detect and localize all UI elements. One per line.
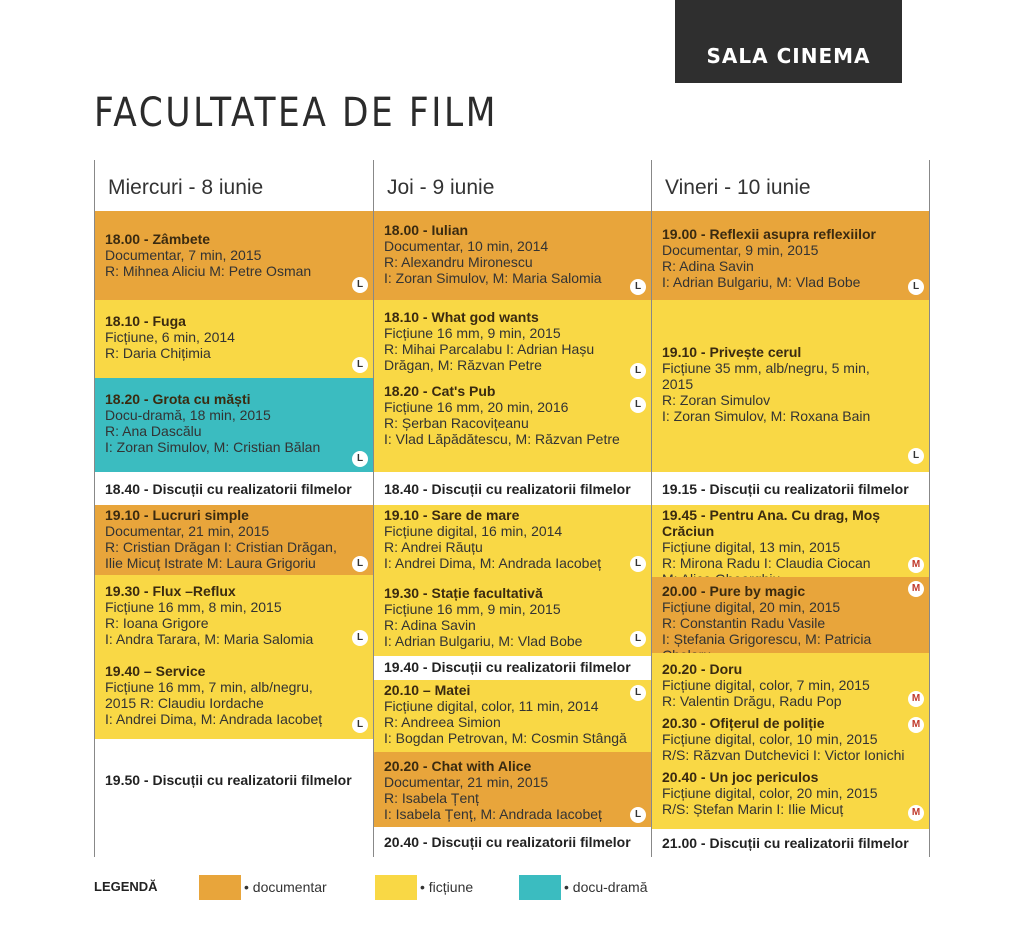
film-title: 19.30 - Flux –Reflux xyxy=(105,583,236,599)
film-block xyxy=(652,505,929,577)
film-info: Ficțiune digital, 20 min, 2015 xyxy=(662,599,841,615)
film-info: Ficțiune digital, color, 20 min, 2015 xyxy=(662,785,878,801)
film-block xyxy=(652,211,929,300)
film-info: Documentar, 10 min, 2014 xyxy=(384,238,549,254)
film-block xyxy=(652,300,929,472)
film-credits: I: Ștefania Grigorescu, M: Patricia xyxy=(662,631,872,647)
film-credits: I: Isabela Țenț, M: Andrada Iacobeț xyxy=(384,806,602,822)
rating-badge: L xyxy=(630,397,646,413)
film-credits: I: Zoran Simulov, M: Roxana Bain xyxy=(662,408,871,424)
film-title: 19.10 - Sare de mare xyxy=(384,507,520,523)
film-credits: I: Andrei Dima, M: Andrada Iacobeț xyxy=(384,555,602,571)
film-info: Ficțiune 16 mm, 9 min, 2015 xyxy=(384,601,561,617)
film-credits: Drăgan, M: Răzvan Petre xyxy=(384,357,542,373)
film-block xyxy=(652,653,929,829)
film-credits: I: Bogdan Petrovan, M: Cosmin Stângă xyxy=(384,730,627,746)
legend-text-fictiune: • ficțiune xyxy=(420,879,474,895)
rating-badge: L xyxy=(352,630,368,646)
film-credits: R: Cristian Drăgan I: Cristian Drăgan, xyxy=(105,539,337,555)
film-info: Ficțiune digital, color, 10 min, 2015 xyxy=(662,731,878,747)
film-title: 19.40 – Service xyxy=(105,663,206,679)
day-header-friday: Vineri - 10 iunie xyxy=(665,176,811,199)
film-block xyxy=(374,680,651,752)
rating-badge: M xyxy=(908,805,924,821)
legend-label: LEGENDĂ xyxy=(94,879,158,894)
legend-swatch-fictiune xyxy=(375,875,417,900)
film-credits: R: Isabela Țenț xyxy=(384,790,479,806)
film-title: 20.40 - Un joc periculos xyxy=(662,769,819,785)
film-title: 20.10 – Matei xyxy=(384,682,471,698)
film-block xyxy=(95,575,373,655)
film-credits: R: Andreea Simion xyxy=(384,714,501,730)
film-credits: R: Mirona Radu I: Claudia Ciocan xyxy=(662,555,871,571)
discussion-slot: 18.40 - Discuții cu realizatorii filmelor xyxy=(374,477,651,501)
film-block xyxy=(374,752,651,827)
film-credits: R: Daria Chițimia xyxy=(105,345,211,361)
discussion-slot: 20.40 - Discuții cu realizatorii filmelor xyxy=(374,830,651,854)
rating-badge: L xyxy=(630,363,646,379)
rating-badge: M xyxy=(908,691,924,707)
film-title: 20.20 - Doru xyxy=(662,661,743,677)
film-info: Documentar, 21 min, 2015 xyxy=(384,774,549,790)
rating-badge: L xyxy=(908,279,924,295)
film-credits: Ilie Micuț Istrate M: Laura Grigoriu xyxy=(105,555,316,571)
film-credits: R: Constantin Radu Vasile xyxy=(662,615,826,631)
rating-badge: L xyxy=(630,807,646,823)
film-block xyxy=(95,505,373,575)
film-credits: R: Ioana Grigore xyxy=(105,615,209,631)
film-block xyxy=(95,655,373,739)
film-credits: R: Adina Savin xyxy=(662,258,754,274)
film-title: 20.00 - Pure by magic xyxy=(662,583,806,599)
film-info: Docu-dramă, 18 min, 2015 xyxy=(105,407,271,423)
film-credits: I: Vlad Lăpădătescu, M: Răzvan Petre xyxy=(384,431,620,447)
film-credits: R: Mihai Parcalabu I: Adrian Hașu xyxy=(384,341,595,357)
discussion-slot: 21.00 - Discuții cu realizatorii filmelor xyxy=(652,831,929,855)
film-credits: I: Zoran Simulov, M: Maria Salomia xyxy=(384,270,602,286)
film-title: 19.45 - Pentru Ana. Cu drag, Moș Crăciun xyxy=(662,507,881,539)
film-title: 18.00 - Zâmbete xyxy=(105,231,211,247)
rating-badge: L xyxy=(352,451,368,467)
discussion-slot: 19.15 - Discuții cu realizatorii filmelor xyxy=(652,477,929,501)
film-credits: R/S: Răzvan Dutchevici I: Victor Ionichi xyxy=(662,747,905,763)
film-title: 18.10 - What god wants xyxy=(384,309,539,325)
rating-badge: L xyxy=(352,556,368,572)
film-title: 18.20 - Cat's Pub xyxy=(384,383,496,399)
film-info: Documentar, 7 min, 2015 xyxy=(105,247,262,263)
film-info: Ficțiune 35 mm, alb/negru, 5 min, xyxy=(662,360,870,376)
film-credits: R: Valentin Drăgu, Radu Pop xyxy=(662,693,842,709)
rating-badge: L xyxy=(352,717,368,733)
film-info: Ficțiune 16 mm, 9 min, 2015 xyxy=(384,325,561,341)
film-title: 20.30 - Ofițerul de poliție xyxy=(662,715,825,731)
legend-text-documentar: • documentar xyxy=(244,879,327,895)
rating-badge: L xyxy=(630,631,646,647)
film-info: Ficțiune 16 mm, 7 min, alb/negru, xyxy=(105,679,313,695)
film-credits: I: Andra Tarara, M: Maria Salomia xyxy=(105,631,314,647)
film-info: Ficțiune digital, 16 min, 2014 xyxy=(384,523,563,539)
film-title: 19.30 - Stație facultativă xyxy=(384,585,543,601)
legend-swatch-docu-drama xyxy=(519,875,561,900)
film-title: 18.10 - Fuga xyxy=(105,313,186,329)
film-block xyxy=(374,505,651,657)
film-credits: R/S: Ștefan Marin I: Ilie Micuț xyxy=(662,801,844,817)
venue-label: SALA CINEMA xyxy=(675,0,902,83)
film-block xyxy=(95,300,373,378)
film-block xyxy=(374,211,651,300)
film-info: Ficțiune, 6 min, 2014 xyxy=(105,329,235,345)
film-block xyxy=(95,378,373,472)
film-title: 18.00 - Iulian xyxy=(384,222,469,238)
film-credits: I: Zoran Simulov, M: Cristian Bălan xyxy=(105,439,321,455)
discussion-slot: 18.40 - Discuții cu realizatorii filmelor xyxy=(95,477,373,501)
film-credits: I: Adrian Bulgariu, M: Vlad Bobe xyxy=(384,633,583,649)
film-title: 18.20 - Grota cu măști xyxy=(105,391,251,407)
film-credits: 2015 R: Claudiu Iordache xyxy=(105,695,264,711)
film-credits: I: Adrian Bulgariu, M: Vlad Bobe xyxy=(662,274,861,290)
film-credits: R: Mihnea Aliciu M: Petre Osman xyxy=(105,263,312,279)
page-title: FACULTATEA DE FILM xyxy=(94,90,498,136)
rating-badge: L xyxy=(630,556,646,572)
film-credits: R: Zoran Simulov xyxy=(662,392,771,408)
discussion-slot: 19.40 - Discuții cu realizatorii filmelor xyxy=(374,656,651,678)
rating-badge: L xyxy=(352,277,368,293)
film-title: 19.10 - Privește cerul xyxy=(662,344,802,360)
rating-badge: M xyxy=(908,557,924,573)
film-credits: R: Adina Savin xyxy=(384,617,476,633)
film-title: 20.20 - Chat with Alice xyxy=(384,758,532,774)
legend-text-docu-drama: • docu-dramă xyxy=(564,879,648,895)
film-credits: R: Andrei Răuțu xyxy=(384,539,483,555)
film-info: Ficțiune digital, 13 min, 2015 xyxy=(662,539,841,555)
rating-badge: L xyxy=(630,685,646,701)
rating-badge: L xyxy=(908,448,924,464)
rating-badge: L xyxy=(630,279,646,295)
film-info: 2015 xyxy=(662,376,694,392)
film-info: Ficțiune 16 mm, 8 min, 2015 xyxy=(105,599,282,615)
film-info: Documentar, 9 min, 2015 xyxy=(662,242,819,258)
day-header-wednesday: Miercuri - 8 iunie xyxy=(108,176,264,199)
film-title: 19.00 - Reflexii asupra reflexiilor xyxy=(662,226,876,242)
rating-badge: L xyxy=(352,357,368,373)
film-info: Ficțiune 16 mm, 20 min, 2016 xyxy=(384,399,569,415)
film-info: Ficțiune digital, color, 11 min, 2014 xyxy=(384,698,599,714)
film-credits: R: Ana Dascălu xyxy=(105,423,202,439)
film-credits: R: Șerban Racovițeanu xyxy=(384,415,529,431)
grid-line xyxy=(929,160,930,857)
film-block xyxy=(652,577,929,653)
film-credits: I: Andrei Dima, M: Andrada Iacobeț xyxy=(105,711,323,727)
film-block xyxy=(95,211,373,300)
film-info: Documentar, 21 min, 2015 xyxy=(105,523,270,539)
film-credits: R: Alexandru Mironescu xyxy=(384,254,533,270)
film-block xyxy=(374,300,651,472)
rating-badge: M xyxy=(908,581,924,597)
film-title: 19.10 - Lucruri simple xyxy=(105,507,249,523)
legend-swatch-documentar xyxy=(199,875,241,900)
rating-badge: M xyxy=(908,717,924,733)
film-info: Ficțiune digital, color, 7 min, 2015 xyxy=(662,677,870,693)
discussion-slot: 19.50 - Discuții cu realizatorii filmelor xyxy=(95,768,373,792)
day-header-thursday: Joi - 9 iunie xyxy=(387,176,495,199)
